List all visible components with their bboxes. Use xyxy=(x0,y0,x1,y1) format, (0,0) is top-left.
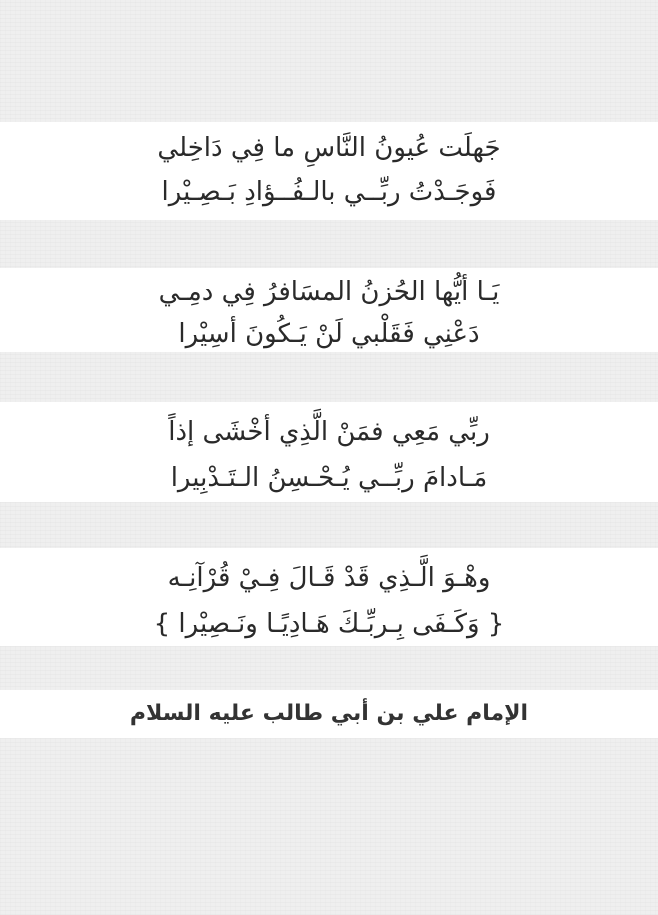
verse-line: { وَكَـفَى بِـربِّـكَ هَـادِيًـا ونَـصِيْرا } xyxy=(153,609,505,639)
verse-line: فَوجَـدْتُ ربِّــي بالـفُــؤادِ بَـصِـيْرا xyxy=(161,177,497,207)
verse-line: يَـا أيُّها الحُزنُ المسَافرُ فِي دمِـي xyxy=(158,277,500,307)
verse-line: ربِّي مَعِي فمَنْ الَّذِي أخْشَى إذاً xyxy=(168,417,490,447)
verse-line: جَهلَت عُيونُ النَّاسِ ما فِي دَاخِلي xyxy=(157,133,501,163)
attribution: الإمام علي بن أبي طالب عليه السلام xyxy=(129,701,529,726)
verse-line: وهْـوَ الَّـذِي قَدْ قَـالَ فِـيْ قُرْآنِـه xyxy=(167,563,491,593)
verse-line: دَعْنِي فَقَلْبي لَنْ يَـكُونَ أسِيْرا xyxy=(178,319,480,349)
verse-line: مَـادامَ ربِّــي يُـحْـسِنُ الـتَـدْبِيرا xyxy=(170,463,488,493)
